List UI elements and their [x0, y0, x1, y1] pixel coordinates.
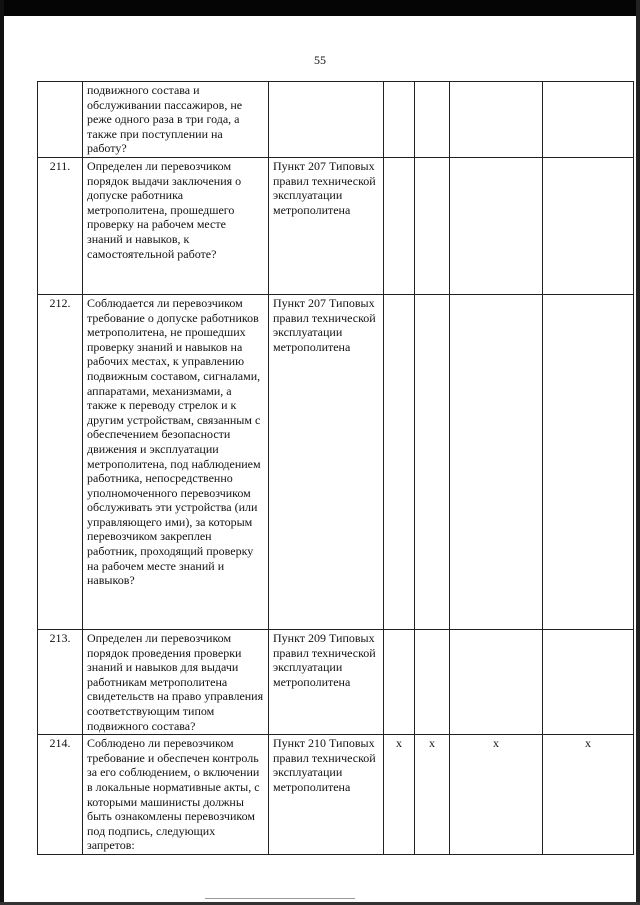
scan-border-right	[636, 0, 640, 905]
answer-no-cell	[415, 157, 450, 294]
requirement-question: Соблюдается ли перевозчиком требование о допуске работников метрополитена, не прошедших проверку знаний и навыков на рабочих местах, к управлению подвижным составом, сигналами, аппаратами, механизмами, а также к переводу стрелок и к другим устройствам, связанным с обеспечением безопасности движения и эксплуатации метрополитена, под наблюдением работника, непосредственно уполномоченного перевозчиком обслуживать эти устройства (или управляющего ими), за которым перевозчиком закреплен работник, проходящий проверку на рабочем месте знаний и навыков?	[83, 294, 269, 629]
answer-not-applicable-cell	[450, 157, 543, 294]
answer-no-cell	[415, 82, 450, 158]
row-number: 212.	[38, 294, 83, 629]
answer-yes-cell: x	[384, 735, 415, 855]
answer-no-cell	[415, 294, 450, 629]
table-row	[38, 82, 634, 158]
answer-yes-cell	[384, 157, 415, 294]
answer-not-applicable-cell	[450, 629, 543, 734]
requirement-question: подвижного состава и обслуживании пассажиров, не реже одного раза в три года, а также при поступлении на работу?	[83, 82, 269, 158]
row-number: 214.	[38, 735, 83, 855]
answer-yes-cell	[384, 629, 415, 734]
legal-reference: Пункт 207 Типовых правил технической эксплуатации метрополитена	[269, 157, 384, 294]
row-number: 213.	[38, 629, 83, 734]
table-row	[38, 294, 634, 629]
legal-reference: Пункт 209 Типовых правил технической эксплуатации метрополитена	[269, 629, 384, 734]
requirement-question: Определен ли перевозчиком порядок проведения проверки знаний и навыков для выдачи работникам метрополитена свидетельств на право управления соответствующим типом подвижного состава?	[83, 629, 269, 734]
requirement-question: Определен ли перевозчиком порядок выдачи заключения о допуске работника метрополитена, прошедшего проверку на рабочем месте знаний и навыков, к самостоятельной работе?	[83, 157, 269, 294]
answer-not-applicable-cell	[450, 294, 543, 629]
scan-border-top	[0, 0, 640, 16]
legal-reference	[269, 82, 384, 158]
answer-yes-cell	[384, 294, 415, 629]
legal-reference: Пункт 207 Типовых правил технической эксплуатации метрополитена	[269, 294, 384, 629]
comment-cell	[543, 157, 634, 294]
scan-artifact-line	[205, 898, 355, 899]
table-row	[38, 629, 634, 734]
table-row	[38, 735, 634, 855]
requirement-question: Соблюдено ли перевозчиком требование и обеспечен контроль за его соблюдением, о включении в локальные нормативные акты, с которыми машинисты должны быть ознакомлены перевозчиком под подпись, следующих запретов:	[83, 735, 269, 855]
answer-not-applicable-cell: x	[450, 735, 543, 855]
table-row	[38, 157, 634, 294]
answer-no-cell: x	[415, 735, 450, 855]
page-number: 55	[314, 53, 326, 67]
row-number	[38, 82, 83, 158]
row-number: 211.	[38, 157, 83, 294]
comment-cell	[543, 82, 634, 158]
comment-cell: x	[543, 735, 634, 855]
legal-reference: Пункт 210 Типовых правил технической эксплуатации метрополитена	[269, 735, 384, 855]
comment-cell	[543, 294, 634, 629]
answer-not-applicable-cell	[450, 82, 543, 158]
scan-border-left	[0, 0, 4, 905]
comment-cell	[543, 629, 634, 734]
inspection-table	[37, 81, 634, 855]
answer-no-cell	[415, 629, 450, 734]
answer-yes-cell	[384, 82, 415, 158]
